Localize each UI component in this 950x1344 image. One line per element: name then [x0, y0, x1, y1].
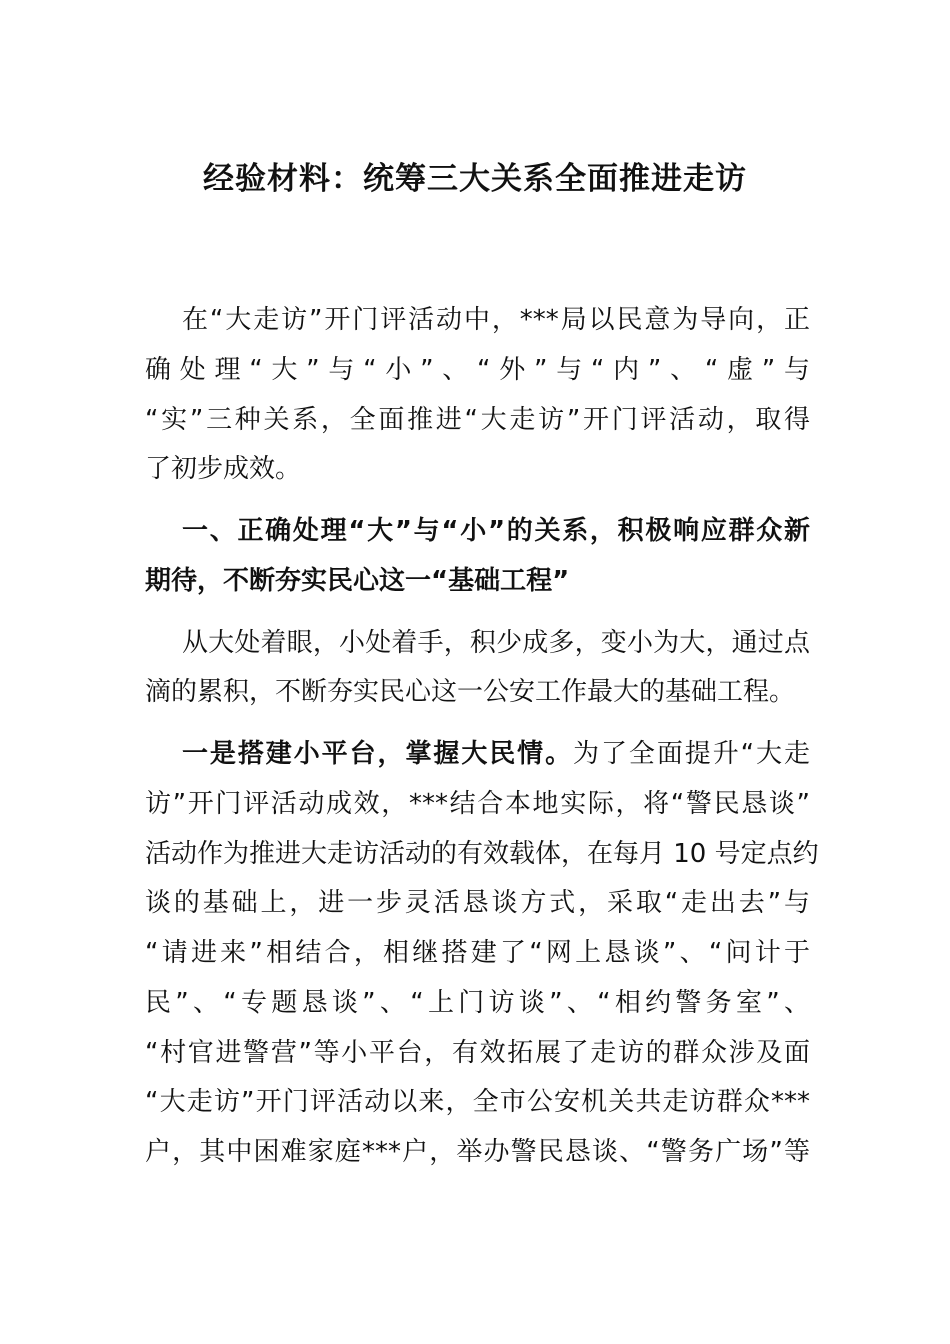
paragraph-4-line-4: 谈的基础上，进一步灵活恳谈方式，采取“走出去”与 [145, 888, 810, 918]
paragraph-1-line-1: 在“大走访”开门评活动中，***局以民意为导向，正 [182, 305, 810, 335]
paragraph-3-line-1: 从大处着眼，小处着手，积少成多，变小为大，通过点 [182, 628, 810, 658]
paragraph-4-line-5: “请进来”相结合，相继搭建了“网上恳谈”、“问计于 [145, 938, 810, 968]
section-heading-line-1: 一、正确处理“大”与“小”的关系，积极响应群众新 [182, 516, 810, 546]
paragraph-4-lead: 一是搭建小平台，掌握大民情。 [182, 739, 574, 769]
paragraph-3-line-2: 滴的累积，不断夯实民心这一公安工作最大的基础工程。 [145, 677, 796, 707]
document-title: 经验材料：统筹三大关系全面推进走访 [203, 161, 747, 197]
paragraph-1-line-4: 了初步成效。 [145, 454, 302, 484]
paragraph-4-line-1 [182, 737, 810, 771]
paragraph-4-line-1-rest: 为了全面提升“大走 [573, 739, 810, 769]
paragraph-4-line-3: 活动作为推进大走访活动的有效载体，在每月 10 号定点约 [145, 839, 819, 869]
paragraph-4-line-7: “村官进警营”等小平台，有效拓展了走访的群众涉及面 [145, 1038, 810, 1068]
paragraph-4-line-2: 访”开门评活动成效，***结合本地实际，将“警民恳谈” [145, 789, 810, 819]
section-heading-line-2: 期待，不断夯实民心这一“基础工程” [145, 566, 570, 596]
paragraph-1-line-3: “实”三种关系，全面推进“大走访”开门评活动，取得 [145, 405, 810, 435]
paragraph-4-line-8: “大走访”开门评活动以来，全市公安机关共走访群众*** [145, 1087, 810, 1117]
paragraph-1-line-2: 确处理“大”与“小”、“外”与“内”、“虚”与 [145, 355, 810, 385]
paragraph-4-line-9: 户，其中困难家庭***户，举办警民恳谈、“警务广场”等 [145, 1137, 810, 1167]
paragraph-4-line-6: 民”、“专题恳谈”、“上门访谈”、“相约警务室”、 [145, 988, 810, 1018]
